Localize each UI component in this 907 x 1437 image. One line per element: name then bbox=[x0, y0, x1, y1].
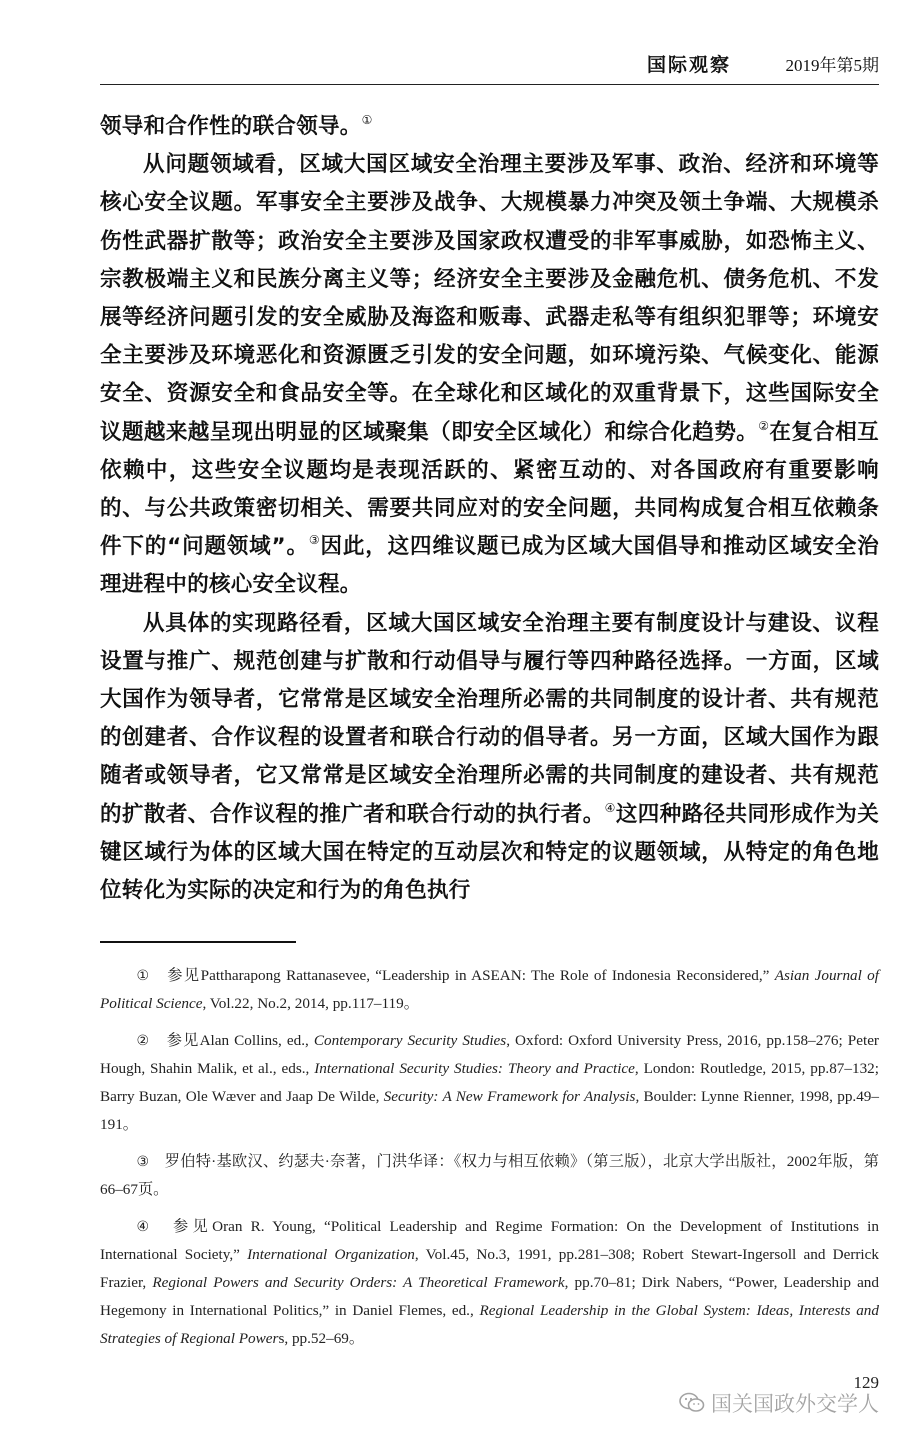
watermark-text: 国关国政外交学人 bbox=[711, 1392, 879, 1416]
journal-title: 国际观察 bbox=[646, 54, 731, 76]
footnote-ref-3[interactable]: ③ bbox=[308, 533, 321, 548]
footnote-ref-1[interactable]: ① bbox=[361, 113, 373, 127]
footnote-3: ③ 罗伯特·基欧汉、约瑟夫·奈著，门洪华译：《权力与相互依赖》（第三版），北京大学出版社，2002年版，第66–67页。 bbox=[100, 1153, 879, 1198]
footnote-1: ① 参见Pattharapong Rattanasevee, “Leadership in ASEAN: The Role of Indonesia Reconsidered,” Asian Journal of Political Science, Vol.22, No.2, 2014, pp.117–119。 bbox=[100, 967, 879, 1012]
footnotes bbox=[100, 962, 879, 1362]
page-number: 129 bbox=[853, 1373, 879, 1392]
footnote-2: ② 参见Alan Collins, ed., Contemporary Security Studies, Oxford: Oxford University Press, 2016, pp.158–276; Peter Hough, Shahin Malik, et al., eds., International Security Studies: Theory and Practice, London: Routledge, 2015, pp.87–132; Barry Buzan, Ole Wæver and Jaap De Wilde, Security: A New Framework for Analysis, Boulder: Lynne Rienner, 1998, pp.49–191。 bbox=[100, 1032, 879, 1133]
footnote-separator bbox=[100, 941, 296, 943]
paragraph-2: 从问题领域看，区域大国区域安全治理主要涉及军事、政治、经济和环境等核心安全议题。军事安全主要涉及战争、大规模暴力冲突及领土争端、大规模杀伤性武器扩散等；政治安全主要涉及国家政权遭受的非军事威胁，如恐怖主义、宗教极端主义和民族分离主义等；经济安全主要涉及金融危机、债务危机、不发展等经济问题引发的安全威胁及海盗和贩毒、武器走私等有组织犯罪等；环境安全主要涉及环境恶化和资源匮乏引发的安全问题，如环境污染、气候变化、能源安全、资源安全和食品安全等。在全球化和区域化的双重背景下，这些国际安全议题越来越呈现出明显的区域聚集（即安全区域化）和综合化趋势。②在复合相互依赖中，这些安全议题均是表现活跃的、紧密互动的、对各国政府有重要影响的、与公共政策密切相关、需要共同应对的安全问题，共同构成复合相互依赖条件下的“问题领域”。③因此，这四维议题已成为区域大国倡导和推动区域安全治理进程中的核心安全议程。 bbox=[100, 152, 879, 598]
wechat-icon bbox=[679, 1392, 705, 1414]
footnote-4: ④ 参见Oran R. Young, “Political Leadership and Regime Formation: On the Development of Institutions in International Society,” International Organization, Vol.45, No.3, 1991, pp.281–308; Robert Stewart-Ingersoll and Derrick Frazier, Regional Powers and Security Orders: A Theoretical Framework, pp.70–81; Dirk Nabers, “Power, Leadership and Hegemony in International Politics,” in Daniel Flemes, ed., Regional Leadership in the Global System: Ideas, Interests and Strategies of Regional Powers, pp.52–69。 bbox=[100, 1218, 879, 1347]
issue-label: 2019年第5期 bbox=[785, 56, 879, 75]
running-header bbox=[100, 50, 879, 84]
watermark bbox=[679, 1388, 879, 1418]
footnote-ref-4[interactable]: ④ bbox=[604, 800, 616, 815]
paragraph-3: 从具体的实现路径看，区域大国区域安全治理主要有制度设计与建设、议程设置与推广、规范创建与扩散和行动倡导与履行等四种路径选择。一方面，区域大国作为领导者，它常常是区域安全治理所必需的共同制度的设计者、共有规范的创建者、合作议程的设置者和联合行动的倡导者。另一方面，区域大国作为跟随者或领导者，它又常常是区域安全治理所必需的共同制度的建设者、共有规范的扩散者、合作议程的推广者和联合行动的执行者。④这四种路径共同形成作为关键区域行为体的区域大国在特定的互动层次和特定的议题领域，从特定的角色地位转化为实际的决定和行为的角色执行 bbox=[100, 610, 879, 904]
footnote-ref-2[interactable]: ② bbox=[758, 418, 770, 433]
paragraph-1: 领导和合作性的联合领导。① bbox=[100, 113, 373, 139]
main-text bbox=[100, 108, 879, 910]
header-rule bbox=[100, 84, 879, 85]
